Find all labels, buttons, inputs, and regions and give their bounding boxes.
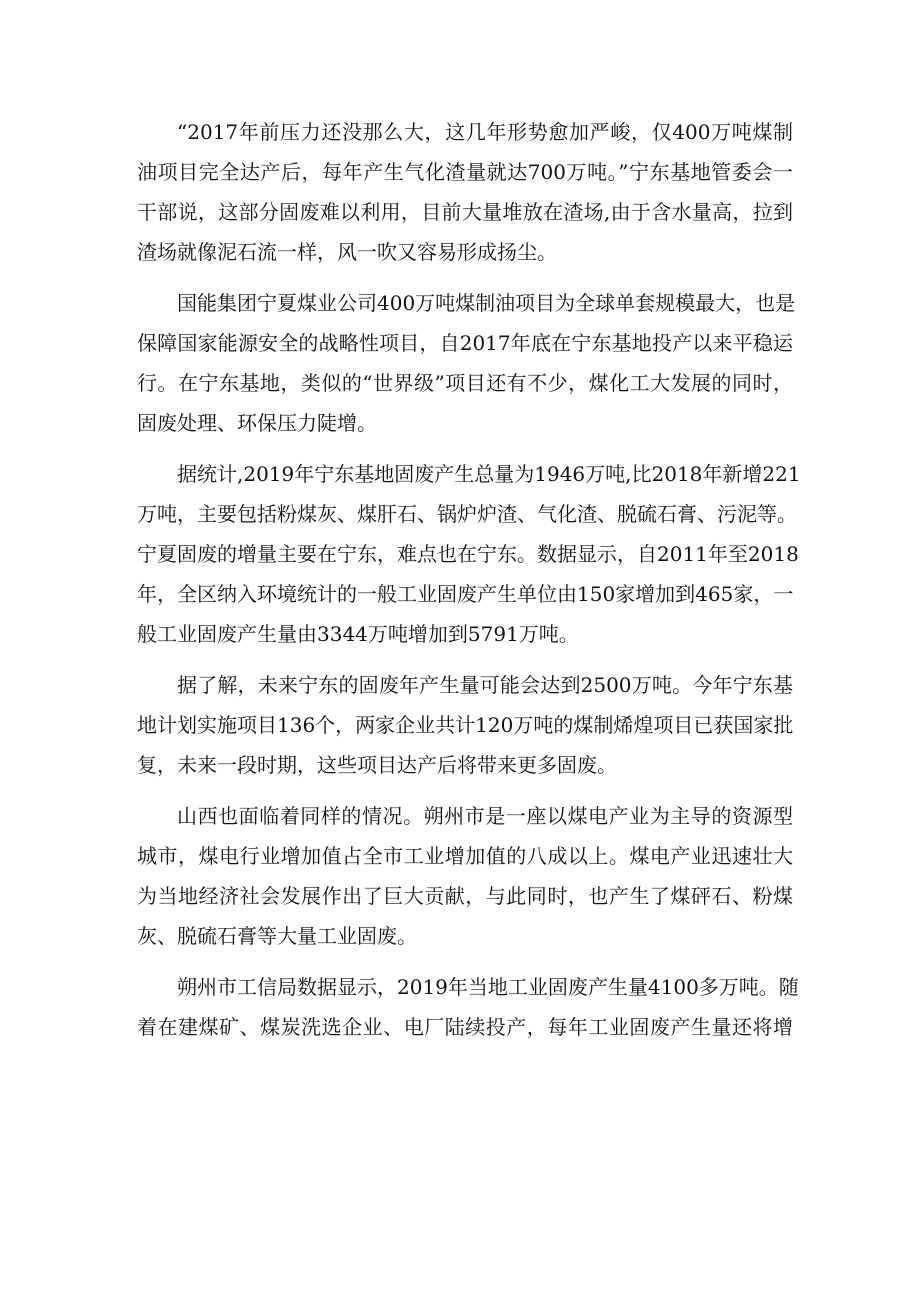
text-line: 城市，煤电行业增加值占全市工业增加值的八成以上。煤电产业迅速壮大 bbox=[137, 844, 793, 868]
paragraph bbox=[137, 796, 793, 956]
text-line: 油项目完全达产后，每年产生气化渣量就达700万吨。”宁东基地管委会一 bbox=[137, 160, 793, 184]
text-line: 为当地经济社会发展作出了巨大贡献，与此同时，也产生了煤砰石、粉煤 bbox=[137, 884, 793, 908]
text-line: 宁夏固废的增量主要在宁东，难点也在宁东。数据显示，自2011年至2018 bbox=[137, 542, 799, 566]
text-line: 般工业固废产生量由3344万吨增加到5791万吨。 bbox=[137, 622, 579, 646]
document-page bbox=[137, 112, 801, 1058]
text-line: 年，全区纳入环境统计的一般工业固废产生单位由150家增加到465家，一 bbox=[137, 582, 794, 606]
text-line: 据统计,2019年宁东基地固废产生总量为1946万吨,比2018年新增221 bbox=[177, 462, 801, 486]
paragraph bbox=[137, 112, 793, 272]
text-line: 地计划实施项目136个，两家企业共计120万吨的煤制烯煌项目已获国家批 bbox=[137, 713, 794, 737]
text-line: 保障国家能源安全的战略性项目，自2017年底在宁东基地投产以来平稳运 bbox=[137, 331, 793, 355]
text-line: 复，未来一段时期，这些项目达产后将带来更多固废。 bbox=[137, 753, 617, 777]
text-line: 山西也面临着同样的情况。朔州市是一座以煤电产业为主导的资源型 bbox=[177, 804, 793, 828]
text-line: “2017年前压力还没那么大，这几年形势愈加严峻，仅400万吨煤制 bbox=[177, 120, 793, 144]
text-line: 万吨，主要包括粉煤灰、煤肝石、锅炉炉渣、气化渣、脱硫石膏、污泥等。 bbox=[137, 502, 797, 526]
paragraph bbox=[137, 967, 799, 1047]
text-line: 着在建煤矿、煤炭洗选企业、电厂陆续投产，每年工业固废产生量还将增 bbox=[137, 1015, 793, 1039]
text-line: 渣场就像泥石流一样，风一吹又容易形成扬尘。 bbox=[137, 240, 557, 264]
text-line: 固废处理、环保压力陡增。 bbox=[137, 411, 377, 435]
paragraph bbox=[137, 283, 796, 443]
paragraph bbox=[137, 665, 793, 785]
text-line: 干部说，这部分固废难以利用，目前大量堆放在渣场,由于含水量高，拉到 bbox=[137, 200, 793, 224]
text-line: 灰、脱硫石膏等大量工业固废。 bbox=[137, 924, 417, 948]
paragraph bbox=[137, 454, 801, 654]
text-line: 据了解，未来宁东的固废年产生量可能会达到2500万吨。今年宁东基 bbox=[177, 673, 793, 697]
text-line: 国能集团宁夏煤业公司400万吨煤制油项目为全球单套规模最大，也是 bbox=[177, 291, 796, 315]
text-line: 朔州市工信局数据显示，2019年当地工业固废产生量4100多万吨。随 bbox=[177, 975, 799, 999]
text-line: 行。在宁东基地，类似的“世界级”项目还有不少，煤化工大发展的同时， bbox=[137, 371, 793, 395]
